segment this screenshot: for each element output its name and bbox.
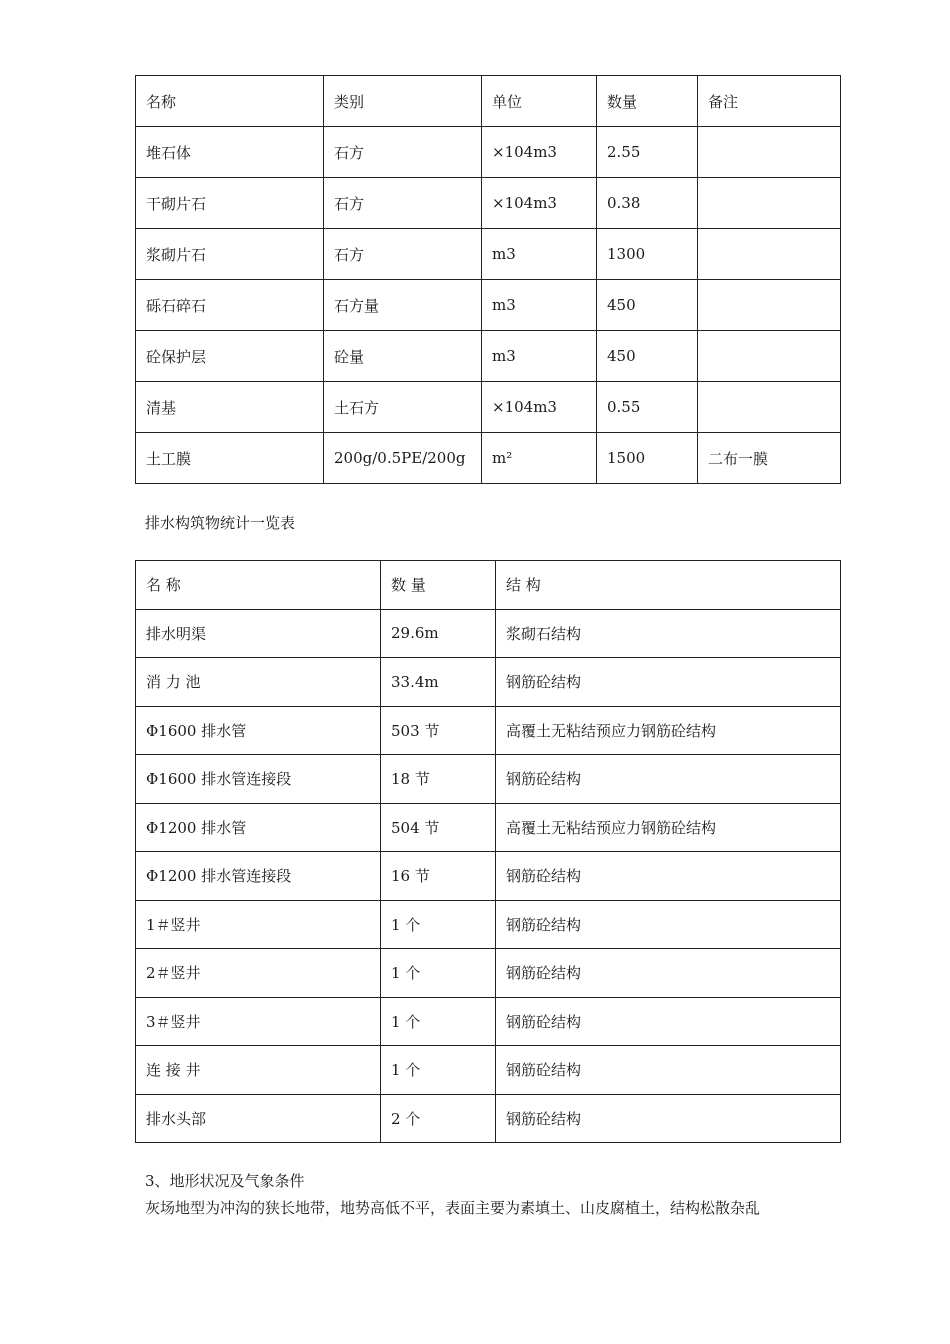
- table-cell: 土石方: [324, 382, 482, 433]
- table-cell: 33.4m: [381, 658, 496, 707]
- table-cell: ×104m3: [482, 178, 597, 229]
- column-header: 单位: [482, 76, 597, 127]
- table-cell: 砾石碎石: [136, 280, 324, 331]
- table-cell: ×104m3: [482, 382, 597, 433]
- table-cell: 二布一膜: [698, 433, 841, 484]
- table-cell: 2 个: [381, 1094, 496, 1143]
- table-row: [136, 755, 841, 804]
- table-cell: 2.55: [597, 127, 698, 178]
- table-cell: 450: [597, 280, 698, 331]
- table-row: [136, 280, 841, 331]
- table-cell: 消 力 池: [136, 658, 381, 707]
- header-row: [136, 561, 841, 610]
- table-cell: 1 个: [381, 900, 496, 949]
- column-header: 结 构: [496, 561, 841, 610]
- table-row: [136, 178, 841, 229]
- table-row: [136, 433, 841, 484]
- table-cell: 钢筋砼结构: [496, 852, 841, 901]
- table-cell: 石方: [324, 229, 482, 280]
- table-cell: 连 接 井: [136, 1046, 381, 1095]
- header-row: [136, 76, 841, 127]
- table-row: [136, 803, 841, 852]
- column-header: 数量: [597, 76, 698, 127]
- table-cell: 1 个: [381, 997, 496, 1046]
- table-row: [136, 658, 841, 707]
- table-cell: 砼量: [324, 331, 482, 382]
- table-cell: 浆砌片石: [136, 229, 324, 280]
- table-cell: 钢筋砼结构: [496, 658, 841, 707]
- table-cell: 1500: [597, 433, 698, 484]
- table-cell: 29.6m: [381, 609, 496, 658]
- table-row: [136, 127, 841, 178]
- table-cell: 0.55: [597, 382, 698, 433]
- table-row: [136, 1046, 841, 1095]
- table-cell: m3: [482, 331, 597, 382]
- table-cell: 钢筋砼结构: [496, 900, 841, 949]
- table-cell: 高覆土无粘结预应力钢筋砼结构: [496, 706, 841, 755]
- table-cell: ×104m3: [482, 127, 597, 178]
- column-header: 数 量: [381, 561, 496, 610]
- table-cell: 石方: [324, 127, 482, 178]
- table-cell: 钢筋砼结构: [496, 949, 841, 998]
- table-cell: 3＃竖井: [136, 997, 381, 1046]
- table-cell: 钢筋砼结构: [496, 997, 841, 1046]
- table-cell: Φ1200 排水管: [136, 803, 381, 852]
- table-cell: 钢筋砼结构: [496, 1094, 841, 1143]
- column-header: 名 称: [136, 561, 381, 610]
- table-cell: 排水明渠: [136, 609, 381, 658]
- table-cell: 石方: [324, 178, 482, 229]
- table-cell: 钢筋砼结构: [496, 1046, 841, 1095]
- table-cell: 钢筋砼结构: [496, 755, 841, 804]
- table-row: [136, 382, 841, 433]
- section-text: 灰场地型为冲沟的狭长地带，地势高低不平，表面主要为素填土、山皮腐植土，结构松散杂乱: [145, 1199, 761, 1217]
- table-cell: [698, 229, 841, 280]
- section-heading: 3、地形状况及气象条件: [145, 1172, 305, 1190]
- table-row: [136, 331, 841, 382]
- table-cell: 堆石体: [136, 127, 324, 178]
- table-cell: [698, 127, 841, 178]
- table-cell: 503 节: [381, 706, 496, 755]
- table-cell: 浆砌石结构: [496, 609, 841, 658]
- table-cell: 18 节: [381, 755, 496, 804]
- quantities-table: [135, 75, 841, 484]
- column-header: 备注: [698, 76, 841, 127]
- table-cell: 清基: [136, 382, 324, 433]
- table-cell: 1 个: [381, 949, 496, 998]
- table-cell: 高覆土无粘结预应力钢筋砼结构: [496, 803, 841, 852]
- table-cell: [698, 331, 841, 382]
- table-cell: 干砌片石: [136, 178, 324, 229]
- column-header: 名称: [136, 76, 324, 127]
- table-cell: 504 节: [381, 803, 496, 852]
- table-cell: 排水头部: [136, 1094, 381, 1143]
- table-cell: 1 个: [381, 1046, 496, 1095]
- table-cell: 石方量: [324, 280, 482, 331]
- table-cell: Φ1600 排水管: [136, 706, 381, 755]
- table-cell: Φ1200 排水管连接段: [136, 852, 381, 901]
- table-row: [136, 997, 841, 1046]
- table-cell: 2＃竖井: [136, 949, 381, 998]
- table-cell: 450: [597, 331, 698, 382]
- table-cell: 砼保护层: [136, 331, 324, 382]
- table-cell: m3: [482, 280, 597, 331]
- table-row: [136, 1094, 841, 1143]
- table-cell: 0.38: [597, 178, 698, 229]
- table-row: [136, 229, 841, 280]
- table2-caption: 排水构筑物统计一览表: [145, 514, 296, 532]
- table-cell: [698, 178, 841, 229]
- table-row: [136, 609, 841, 658]
- table-cell: 16 节: [381, 852, 496, 901]
- table-row: [136, 949, 841, 998]
- drainage-structures-table: [135, 560, 841, 1143]
- table-cell: 1＃竖井: [136, 900, 381, 949]
- table-row: [136, 900, 841, 949]
- table-cell: [698, 280, 841, 331]
- table-row: [136, 706, 841, 755]
- table-cell: Φ1600 排水管连接段: [136, 755, 381, 804]
- column-header: 类别: [324, 76, 482, 127]
- table-cell: [698, 382, 841, 433]
- table-cell: 1300: [597, 229, 698, 280]
- table-cell: m3: [482, 229, 597, 280]
- table-row: [136, 852, 841, 901]
- table-cell: 土工膜: [136, 433, 324, 484]
- table-cell: 200g/0.5PE/200g: [324, 433, 482, 484]
- table-cell: m²: [482, 433, 597, 484]
